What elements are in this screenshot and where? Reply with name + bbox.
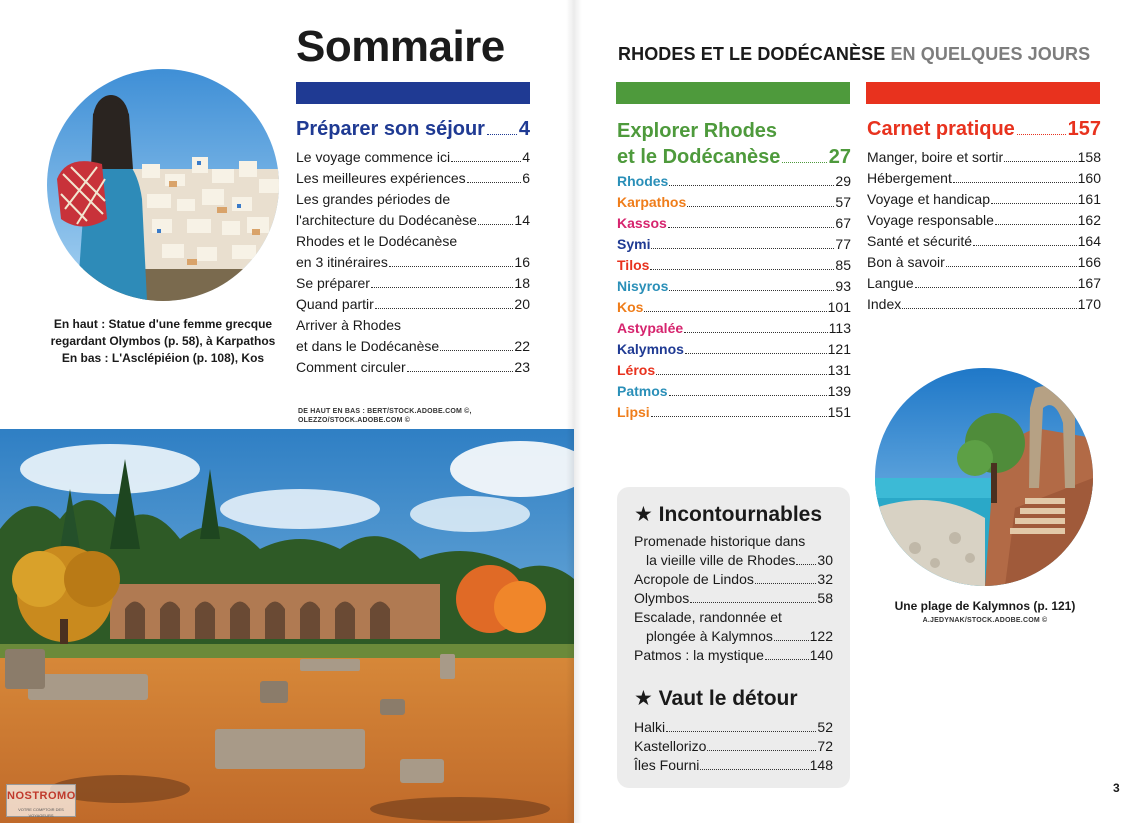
entry-label: Halki [634, 719, 666, 735]
toc-entry[interactable] [296, 357, 530, 378]
dot-leader [666, 731, 816, 732]
toc-entry[interactable] [867, 273, 1101, 294]
entry-label: Les meilleures expériences [296, 170, 466, 186]
entry-label-line1: Promenade historique dans [634, 533, 806, 549]
right-caption: Une plage de Kalymnos (p. 121) [894, 599, 1076, 613]
destination-label: Rhodes [617, 173, 669, 189]
entry-page: 164 [1077, 233, 1101, 249]
practical-heading[interactable] [867, 118, 1101, 141]
dot-leader [487, 134, 517, 135]
toc-entry[interactable] [296, 231, 530, 273]
header-sub: EN QUELQUES JOURS [890, 44, 1091, 64]
dot-leader [796, 564, 816, 565]
entry-page: 4 [522, 149, 530, 165]
statue-photo [47, 69, 279, 301]
destination-entry[interactable] [617, 318, 851, 339]
destination-page: 131 [827, 362, 851, 378]
caption-line: En bas : L'Asclépiéion (p. 108), Kos [61, 351, 265, 365]
destination-page: 101 [827, 299, 851, 315]
entry-page: 32 [817, 571, 833, 587]
page-gutter [566, 0, 582, 823]
entry-page: 16 [514, 254, 530, 270]
photo-credit [298, 407, 472, 425]
entry-page: 22 [514, 338, 530, 354]
dot-leader [765, 659, 809, 660]
entry-label: Langue [867, 275, 914, 291]
entry-label: Voyage et handicap [867, 191, 990, 207]
destination-entry[interactable] [617, 234, 851, 255]
dot-leader [651, 416, 827, 417]
dot-leader [995, 224, 1077, 225]
photo-credit-right: A.JEDYNAK/STOCK.ADOBE.COM © [922, 617, 1048, 624]
entry-label: la vieille ville de Rhodes [646, 552, 796, 568]
dot-leader [669, 185, 834, 186]
dot-leader [700, 769, 808, 770]
dot-leader [902, 308, 1076, 309]
entry-label: Patmos : la mystique [634, 647, 764, 663]
entry-page: 162 [1077, 212, 1101, 228]
dot-leader [1017, 134, 1066, 135]
explore-page: 27 [828, 146, 851, 168]
destination-label: Léros [617, 362, 656, 378]
entry-label: Comment circuler [296, 359, 406, 375]
red-bar [866, 82, 1100, 104]
destination-page: 29 [835, 173, 851, 189]
entry-page: 58 [817, 590, 833, 606]
toc-entry[interactable] [296, 294, 530, 315]
header-main: RHODES ET LE DODÉCANÈSE [618, 44, 886, 64]
toc-entry[interactable] [296, 147, 530, 168]
toc-entry[interactable] [867, 210, 1101, 231]
dot-leader [371, 287, 513, 288]
dot-leader [755, 583, 817, 584]
entry-page: 20 [514, 296, 530, 312]
destination-entry[interactable] [617, 339, 851, 360]
destination-label: Astypalée [617, 320, 684, 336]
entry-page: 52 [817, 719, 833, 735]
dot-leader [440, 350, 513, 351]
explore-title-line2: et le Dodécanèse [617, 146, 781, 168]
dot-leader [685, 353, 827, 354]
destination-page: 85 [835, 257, 851, 273]
dot-leader [687, 206, 834, 207]
destination-label: Kassos [617, 215, 667, 231]
entry-page: 122 [809, 628, 833, 644]
destination-page: 151 [827, 404, 851, 420]
dot-leader [690, 602, 816, 603]
entry-label: Acropole de Lindos [634, 571, 754, 587]
toc-entry[interactable] [296, 315, 530, 357]
nostromo-logo [6, 784, 76, 817]
right-header [618, 44, 1090, 65]
dot-leader [467, 182, 522, 183]
caption-line: En haut : Statue d'une femme grecque [53, 317, 273, 331]
logo-brand: NOSTROMO [7, 790, 76, 802]
entry-label: Le voyage commence ici [296, 149, 451, 165]
entry-label: Olymbos [634, 590, 690, 606]
entry-page: 72 [817, 738, 833, 754]
entry-label: et dans le Dodécanèse [296, 338, 440, 354]
kalymnos-photo [875, 368, 1093, 586]
dot-leader [656, 374, 827, 375]
explore-heading[interactable] [617, 118, 851, 170]
left-caption [40, 316, 286, 367]
toc-entry[interactable] [867, 231, 1101, 252]
practical-list [867, 147, 1101, 315]
toc-entry[interactable] [634, 570, 833, 589]
entry-page: 6 [522, 170, 530, 186]
dot-leader [478, 224, 514, 225]
toc-entry[interactable] [634, 589, 833, 608]
toc-entry[interactable] [867, 168, 1101, 189]
destination-label: Lipsi [617, 404, 650, 420]
entry-label: Index [867, 296, 902, 312]
entry-page: 14 [514, 212, 530, 228]
prepare-list [296, 147, 530, 378]
practical-page: 157 [1067, 118, 1101, 140]
entry-page: 167 [1077, 275, 1101, 291]
toc-entry[interactable] [634, 608, 833, 646]
asclepieion-photo [0, 429, 574, 823]
entry-label: l'architecture du Dodécanèse [296, 212, 477, 228]
entry-label: Hébergement [867, 170, 952, 186]
destination-label: Patmos [617, 383, 668, 399]
dot-leader [668, 227, 835, 228]
destination-page: 121 [827, 341, 851, 357]
toc-entry[interactable] [634, 532, 833, 570]
incontournables-title: Incontournables [658, 503, 823, 526]
detour-title: Vaut le détour [658, 687, 798, 710]
toc-entry[interactable] [867, 147, 1101, 168]
dot-leader [407, 371, 514, 372]
destination-page: 139 [827, 383, 851, 399]
incontournables-heading [634, 502, 822, 527]
entry-label-line1: Rhodes et le Dodécanèse [296, 233, 458, 249]
entry-page: 140 [809, 647, 833, 663]
toc-entry[interactable] [296, 273, 530, 294]
caption-line: regardant Olymbos (p. 58), à Karpathos [50, 334, 276, 348]
dot-leader [774, 640, 809, 641]
destination-label: Tilos [617, 257, 650, 273]
entry-label: Quand partir [296, 296, 374, 312]
entry-label-line1: Arriver à Rhodes [296, 317, 402, 333]
dot-leader [650, 269, 834, 270]
destination-entry[interactable] [617, 213, 851, 234]
dot-leader [684, 332, 828, 333]
credit-line: OLEZZO/STOCK.ADOBE.COM © [298, 417, 411, 424]
dot-leader [946, 266, 1077, 267]
detour-heading [634, 686, 798, 711]
credit-line: DE HAUT EN BAS : BERT/STOCK.ADOBE.COM ©, [298, 408, 472, 415]
destination-entry[interactable] [617, 255, 851, 276]
entry-label: en 3 itinéraires [296, 254, 388, 270]
page-number: 3 [1113, 781, 1120, 795]
page-title: Sommaire [296, 22, 505, 71]
dot-leader [991, 203, 1077, 204]
incontournables-list [634, 532, 833, 665]
entry-label: plongée à Kalymnos [646, 628, 773, 644]
destination-page: 57 [835, 194, 851, 210]
destination-entry[interactable] [617, 192, 851, 213]
entry-label-line1: Les grandes périodes de [296, 191, 451, 207]
blue-bar [296, 82, 530, 104]
entry-label: Îles Fourni [634, 757, 700, 773]
entry-page: 170 [1077, 296, 1101, 312]
dot-leader [707, 750, 816, 751]
toc-entry[interactable] [296, 189, 530, 231]
entry-label: Santé et sécurité [867, 233, 973, 249]
destination-entry[interactable] [617, 360, 851, 381]
destination-label: Karpathos [617, 194, 687, 210]
entry-page: 158 [1077, 149, 1101, 165]
entry-label: Se préparer [296, 275, 370, 291]
dot-leader [389, 266, 514, 267]
dot-leader [915, 287, 1077, 288]
toc-entry[interactable] [296, 168, 530, 189]
destination-label: Symi [617, 236, 651, 252]
toc-entry[interactable] [634, 646, 833, 665]
entry-page: 160 [1077, 170, 1101, 186]
entry-label: Voyage responsable [867, 212, 994, 228]
dot-leader [375, 308, 514, 309]
dot-leader [782, 162, 826, 163]
destination-page: 67 [835, 215, 851, 231]
destination-page: 77 [835, 236, 851, 252]
green-bar [616, 82, 850, 104]
practical-title: Carnet pratique [867, 118, 1015, 140]
explore-title-line1: Explorer Rhodes [617, 120, 778, 142]
toc-entry[interactable] [867, 189, 1101, 210]
logo-tagline: VOTRE COMPTOIR DES VOYAGEURS [18, 807, 64, 818]
destination-page: 113 [828, 320, 851, 336]
entry-label: Bon à savoir [867, 254, 945, 270]
star-icon: ★ [634, 687, 653, 710]
toc-entry[interactable] [867, 252, 1101, 273]
entry-label-line1: Escalade, randonnée et [634, 609, 782, 625]
destination-page: 93 [835, 278, 851, 294]
prepare-page: 4 [518, 118, 530, 140]
dot-leader [1004, 161, 1076, 162]
entry-page: 23 [514, 359, 530, 375]
destination-label: Kos [617, 299, 644, 315]
destination-label: Nisyros [617, 278, 669, 294]
detour-list [634, 718, 833, 775]
destination-entry[interactable] [617, 297, 851, 318]
dot-leader [651, 248, 834, 249]
prepare-heading[interactable] [296, 118, 530, 141]
star-icon: ★ [634, 503, 653, 526]
entry-label: Kastellorizo [634, 738, 707, 754]
dot-leader [669, 290, 834, 291]
destination-entry[interactable] [617, 381, 851, 402]
toc-entry[interactable] [634, 718, 833, 737]
destination-entry[interactable] [617, 402, 851, 423]
dot-leader [451, 161, 521, 162]
entry-label: Manger, boire et sortir [867, 149, 1004, 165]
dot-leader [644, 311, 826, 312]
entry-page: 18 [514, 275, 530, 291]
destination-label: Kalymnos [617, 341, 684, 357]
toc-entry[interactable] [634, 737, 833, 756]
toc-entry[interactable] [867, 294, 1101, 315]
entry-page: 161 [1077, 191, 1101, 207]
toc-entry[interactable] [634, 756, 833, 775]
entry-page: 166 [1077, 254, 1101, 270]
dot-leader [973, 245, 1077, 246]
dot-leader [669, 395, 827, 396]
entry-page: 30 [817, 552, 833, 568]
destination-entry[interactable] [617, 171, 851, 192]
prepare-title: Préparer son séjour [296, 118, 485, 140]
destination-entry[interactable] [617, 276, 851, 297]
entry-page: 148 [809, 757, 833, 773]
explore-list [617, 171, 851, 423]
dot-leader [953, 182, 1077, 183]
